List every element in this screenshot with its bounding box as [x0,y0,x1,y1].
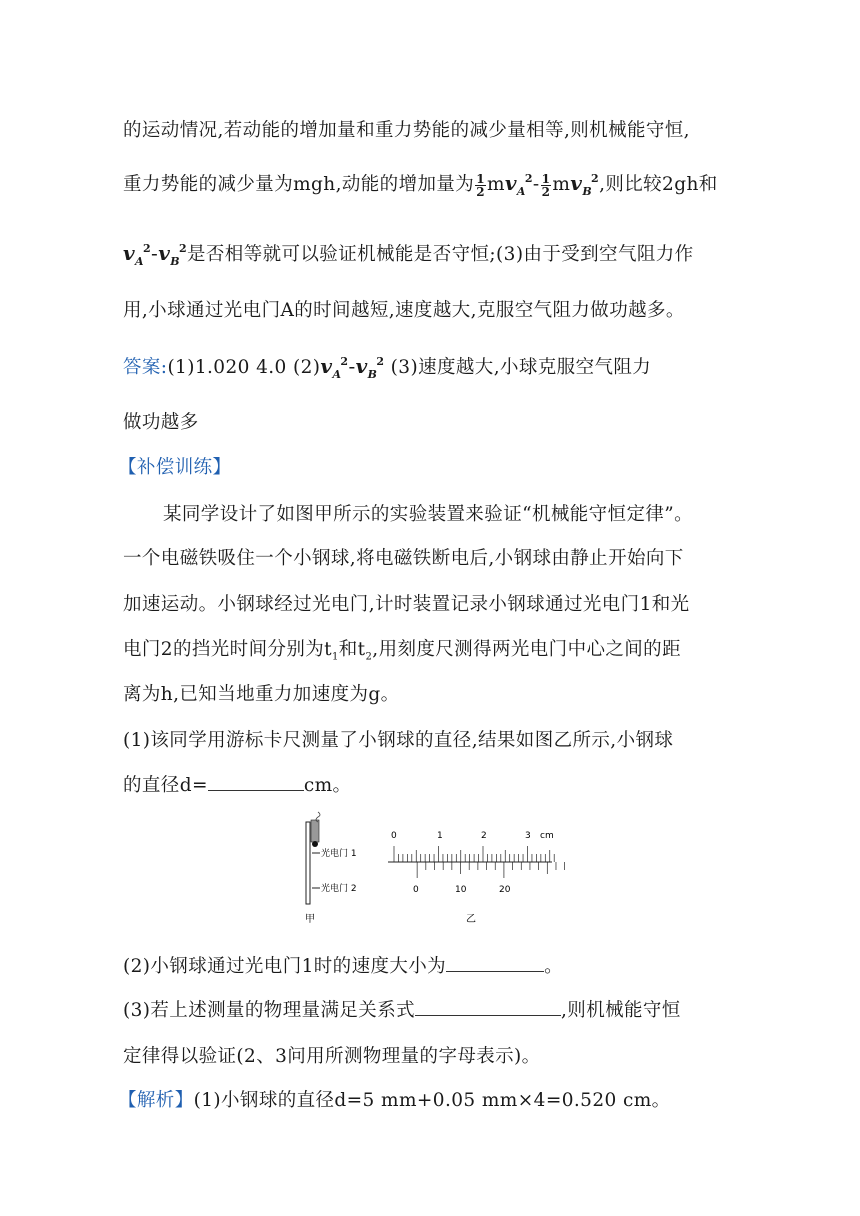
section-heading: 【补偿训练】 [118,457,232,478]
text-line-4: 用,小球通过光电门A的时间越短,速度越大,克服空气阻力做功越多。 [123,300,685,321]
solution-line: 【解析】(1)小钢球的直径d=5 mm+0.05 mm×4=0.520 cm。 [118,1090,671,1111]
paragraph-line-3: 加速运动。小钢球经过光电门,计时装置记录小钢球通过光电门1和光 [123,594,690,615]
main-scale-2: 2 [481,831,487,841]
fraction-half: $\frac{1}{2}$ [476,171,485,199]
math-vA2: $v_A^2$ [504,171,533,198]
math-vA2-minus-vB2: $v_A^2-v_B^2$ [123,241,187,268]
vernier-scale-ticks [417,862,570,878]
text-line-1: 的运动情况,若动能的增加量和重力势能的减少量相等,则机械能守恒, [123,120,690,141]
question-1-line-2: 的直径d= cm。 [123,775,352,796]
vernier-scale-0: 0 [413,885,419,895]
question-3-line-2: 定律得以验证(2、3问用所测物理量的字母表示)。 [123,1046,541,1067]
main-scale-1: 1 [437,831,443,841]
label-gate-1: 光电门 1 [321,849,357,859]
question-1-line-1: (1)该同学用游标卡尺测量了小钢球的直径,结果如图乙所示,小钢球 [123,730,674,751]
answer-line: 答案:(1)1.020 4.0 $(2)v_A^2-v_B^2$ (3)速度越大,小球克服空气阻力 [123,354,652,381]
fraction-half-2: $\frac{1}{2}$ [541,171,551,199]
paragraph-line-5: 离为h,已知当地重力加速度为g。 [123,684,400,705]
math-answer-vA2-vB2: $v_A^2-v_B^2$ [320,354,385,381]
label-yi: 乙 [466,914,476,925]
answer-blank-diameter[interactable] [208,789,304,791]
paragraph-line-1: 某同学设计了如图甲所示的实验装置来验证“机械能守恒定律”。 [163,504,694,525]
label-gate-2: 光电门 2 [321,884,357,894]
main-scale-ticks [394,846,554,862]
answer-blank-velocity[interactable] [446,970,544,972]
question-3-line-1: (3)若上述测量的物理量满足关系式 ,则机械能守恒 [123,1000,681,1021]
text-line-2: 重力势能的减少量为mgh,动能的增加量为 $\frac{1}{2}$ $mv_A^2-$ $\frac{1}{2}$ $mv_B^2$,则比较2gh和 [123,171,718,199]
text-line-3: $v_A^2-v_B^2$是否相等就可以验证机械能是否守恒;(3)由于受到空气阻力作 [123,241,694,268]
vernier-scale-20: 20 [499,885,511,895]
question-2-line: (2)小钢球通过光电门1时的速度大小为 。 [123,956,563,977]
figure-jia-apparatus [305,812,357,925]
paragraph-line-4: 电门2的挡光时间分别为$t_1$和$t_2$,用刻度尺测得两光电门中心之间的距 [123,639,681,663]
label-jia: 甲 [305,914,315,925]
main-scale-0: 0 [391,831,397,841]
paragraph-line-2: 一个电磁铁吸住一个小钢球,将电磁铁断电后,小钢球由静止开始向下 [123,548,684,569]
answer-blank-relation[interactable] [415,1014,561,1016]
answer-line-2: 做功越多 [123,412,199,433]
apparatus-figure [300,810,570,930]
main-scale-unit: cm [540,831,554,841]
math-vB2: $v_B^2$ [570,171,600,198]
figure-yi-caliper [388,831,570,925]
answer-label: 答案: [123,357,168,378]
main-scale-3: 3 [525,831,531,841]
vernier-scale-10: 10 [455,885,467,895]
solution-label: 【解析】 [118,1090,194,1111]
